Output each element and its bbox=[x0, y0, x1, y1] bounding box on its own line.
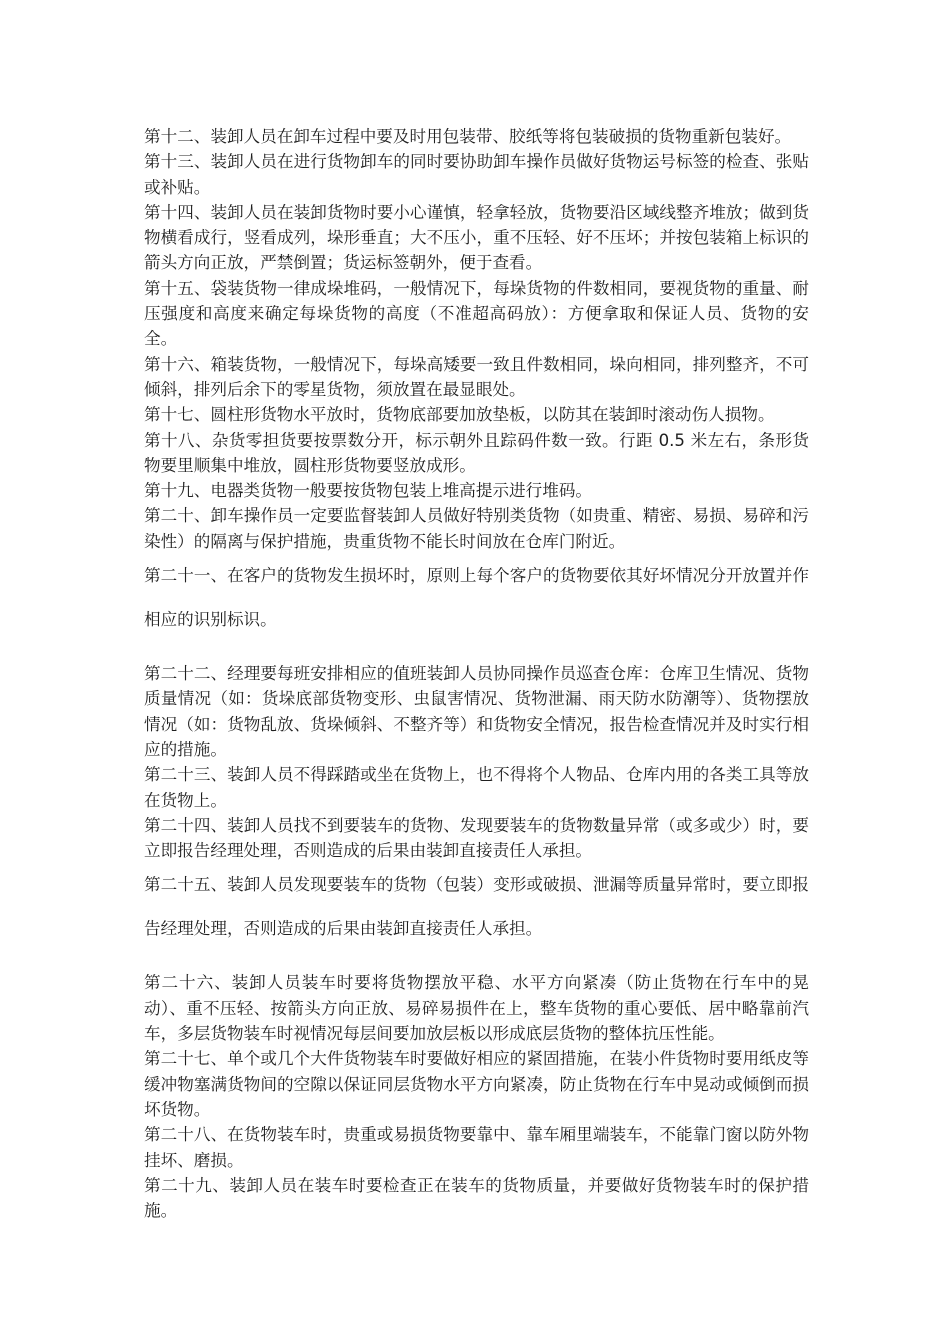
paragraph-article-23: 第二十三、装卸人员不得踩踏或坐在货物上，也不得将个人物品、仓库内用的各类工具等放在货物上。 bbox=[144, 765, 809, 810]
paragraph-article-26: 第二十六、装卸人员装车时要将货物摆放平稳、水平方向紧凑（防止货物在行车中的晃动）、重不压轻、按箭头方向正放、易碎易损件在上，整车货物的重心要低、居中略靠前汽车，多层货物装车时视情况每层间要加放层板以形成底层货物的整体抗压性能。 bbox=[144, 973, 809, 1044]
paragraph-article-22: 第二十二、经理要每班安排相应的值班装卸人员协同操作员巡查仓库：仓库卫生情况、货物质量情况（如：货垛底部货物变形、虫鼠害情况、货物泄漏、雨天防水防潮等）、货物摆放情况（如：货物乱放、货垛倾斜、不整齐等）和货物安全情况，报告检查情况并及时实行相应的措施。 bbox=[144, 664, 809, 759]
paragraph-article-27: 第二十七、单个或几个大件货物装车时要做好相应的紧固措施，在装小件货物时要用纸皮等缓冲物塞满货物间的空隙以保证同层货物水平方向紧凑，防止货物在行车中晃动或倾倒而损坏货物。 bbox=[144, 1049, 809, 1119]
paragraph-article-14: 第十四、装卸人员在装卸货物时要小心谨慎，轻拿轻放，货物要沿区域线整齐堆放；做到货物横看成行，竖看成列，垛形垂直；大不压小，重不压轻、好不压坏；并按包装箱上标识的箭头方向正放，严禁倒置；货运标签朝外，便于查看。 bbox=[144, 202, 809, 273]
paragraph-article-25: 第二十五、装卸人员发现要装车的货物（包装）变形或破损、泄漏等质量异常时，要立即报告经理处理，否则造成的后果由装卸直接责任人承担。 bbox=[144, 875, 809, 939]
paragraph-article-12: 第十二、装卸人员在卸车过程中要及时用包装带、胶纸等将包装破损的货物重新包装好。 bbox=[144, 127, 792, 146]
paragraph-article-18: 第十八、杂货零担货要按票数分开，标示朝外且踪码件数一致。行距 0.5 米左右，条形货物要里顺集中堆放，圆柱形货物要竖放成形。 bbox=[144, 430, 809, 475]
paragraph-article-17: 第十七、圆柱形货物水平放时，货物底部要加放垫板，以防其在装卸时滚动伤人损物。 bbox=[144, 405, 775, 425]
document-body bbox=[144, 124, 809, 1223]
paragraph-article-13: 第十三、装卸人员在进行货物卸车的同时要协助卸车操作员做好货物运号标签的检查、张贴或补贴。 bbox=[144, 152, 809, 197]
paragraph-article-15: 第十五、袋装货物一律成垛堆码，一般情况下，每垛货物的件数相同，要视货物的重量、耐压强度和高度来确定每垛货物的高度（不准超高码放）：方便拿取和保证人员、货物的安全。 bbox=[144, 278, 809, 349]
paragraph-article-24: 第二十四、装卸人员找不到要装车的货物、发现要装车的货物数量异常（或多或少）时，要立即报告经理处理，否则造成的后果由装卸直接责任人承担。 bbox=[144, 815, 809, 861]
paragraph-article-19: 第十九、电器类货物一般要按货物包装上堆高提示进行堆码。 bbox=[144, 481, 593, 501]
paragraph-article-16: 第十六、箱装货物，一般情况下，每垛高矮要一致且件数相同，垛向相同，排列整齐，不可倾斜，排列后余下的零星货物，须放置在最显眼处。 bbox=[144, 354, 809, 399]
paragraph-article-20: 第二十、卸车操作员一定要监督装卸人员做好特别类货物（如贵重、精密、易损、易碎和污染性）的隔离与保护措施，贵重货物不能长时间放在仓库门附近。 bbox=[144, 506, 809, 551]
paragraph-article-29: 第二十九、装卸人员在装车时要检查正在装车的货物质量，并要做好货物装车时的保护措施。 bbox=[144, 1175, 809, 1221]
paragraph-article-28: 第二十八、在货物装车时，贵重或易损货物要靠中、靠车厢里端装车，不能靠门窗以防外物挂坏、磨损。 bbox=[144, 1125, 809, 1170]
paragraph-article-21: 第二十一、在客户的货物发生损坏时，原则上每个客户的货物要依其好坏情况分开放置并作相应的识别标识。 bbox=[144, 566, 809, 630]
